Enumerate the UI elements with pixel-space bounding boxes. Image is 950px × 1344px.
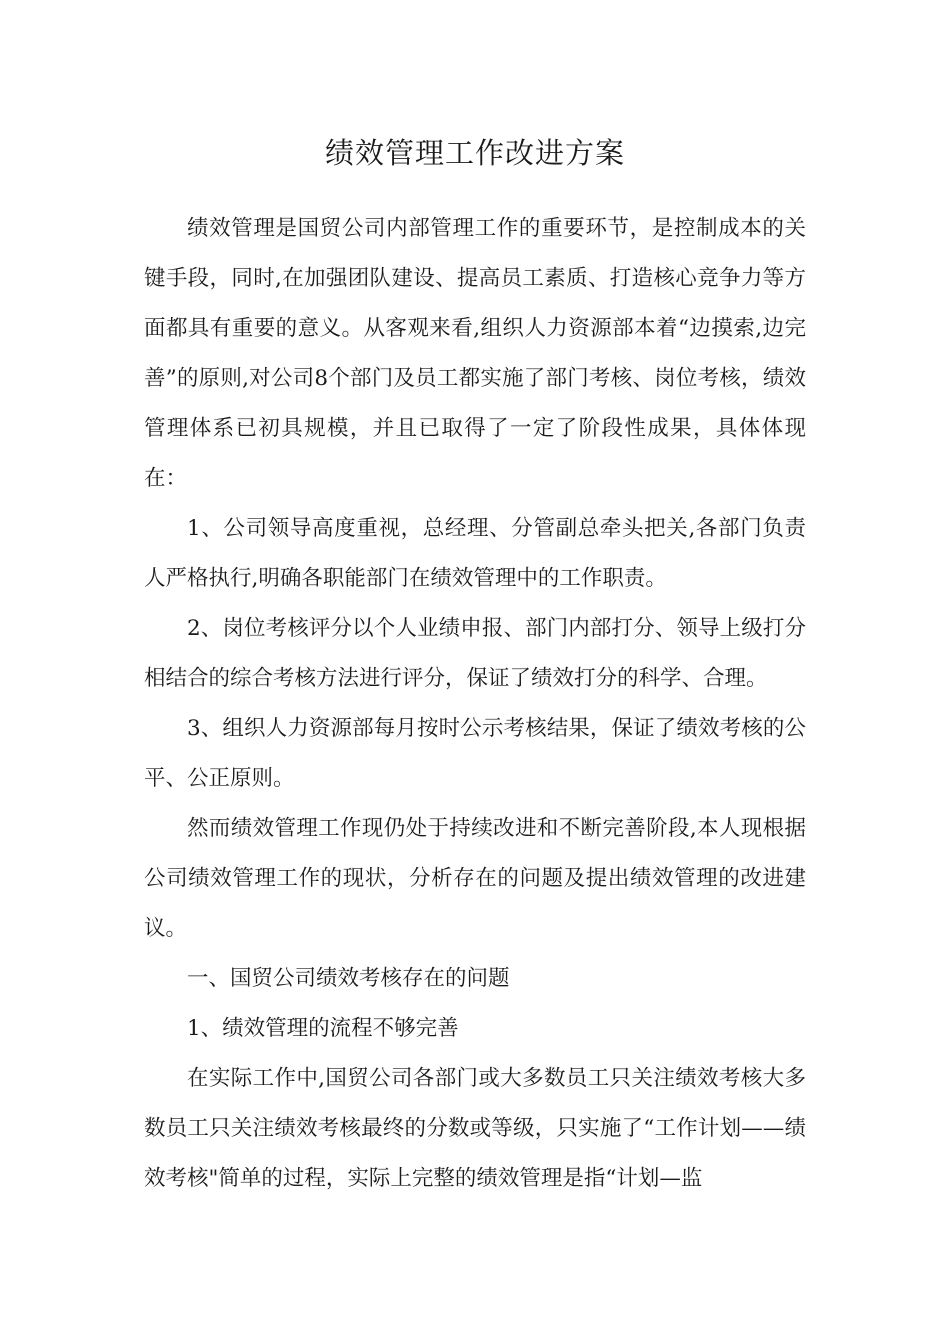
subsection-heading: 1、绩效管理的流程不够完善 [187,1016,459,1041]
paragraph-problem-1: 在实际工作中,国贸公司各部门或大多数员工只关注绩效考核大多数员工只关注绩效考核最终的分数或等级，只实施了“工作计划——绩效考核"简单的过程，实际上完整的绩效管理是指“计划—监 [144,1066,806,1191]
paragraph-point-2: 2、岗位考核评分以个人业绩申报、部门内部打分、领导上级打分相结合的综合考核方法进行评分，保证了绩效打分的科学、合理。 [144,616,806,691]
section-heading: 一、国贸公司绩效考核存在的问题 [187,966,510,991]
paragraph-point-3: 3、组织人力资源部每月按时公示考核结果，保证了绩效考核的公平、公正原则。 [144,716,806,791]
paragraph-intro: 绩效管理是国贸公司内部管理工作的重要环节，是控制成本的关键手段，同时,在加强团队建设、提高员工素质、打造核心竞争力等方面都具有重要的意义。从客观来看,组织人力资源部本着“边摸索,边完善”的原则,对公司8个部门及员工都实施了部门考核、岗位考核，绩效管理体系已初具规模，并且已取得了一定了阶段性成果，具体体现在： [144,216,806,491]
document-body [144,204,806,1204]
paragraph-point-1: 1、公司领导高度重视，总经理、分管副总牵头把关,各部门负责人严格执行,明确各职能部门在绩效管理中的工作职责。 [144,516,806,591]
document-title: 绩效管理工作改进方案 [324,136,625,170]
paragraph-transition: 然而绩效管理工作现仍处于持续改进和不断完善阶段,本人现根据公司绩效管理工作的现状，分析存在的问题及提出绩效管理的改进建议。 [144,816,806,941]
